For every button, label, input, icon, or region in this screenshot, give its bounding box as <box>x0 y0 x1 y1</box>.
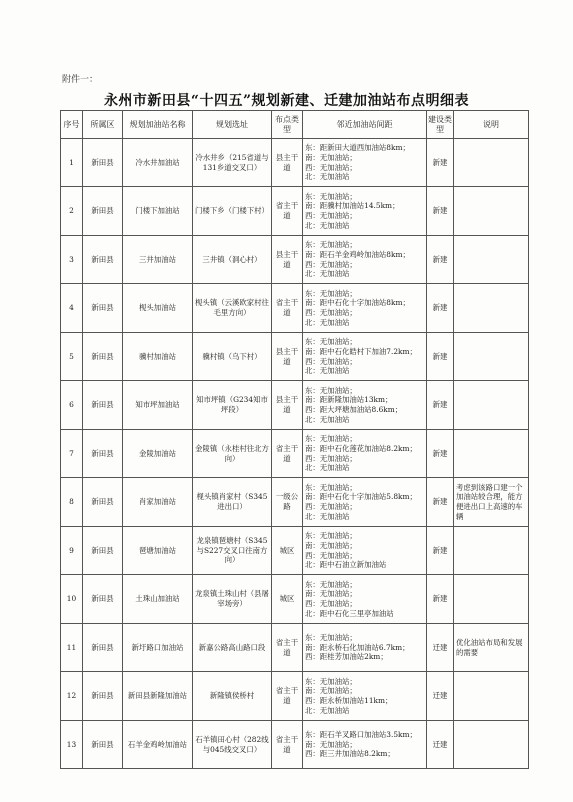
row-district: 新田县 <box>83 187 123 236</box>
col-header-site: 规划选址 <box>193 111 272 139</box>
row-station-name: 骥村加油站 <box>123 333 193 381</box>
station-table <box>60 110 529 769</box>
table-row <box>61 478 529 527</box>
row-build-type: 迁建 <box>427 624 454 672</box>
row-site: 石羊镇田心村（282线与045线交叉口） <box>193 721 272 769</box>
row-station-name: 肖家加油站 <box>123 478 193 527</box>
row-number: 13 <box>61 721 83 769</box>
nearby-station-line: 南：距永桥石化加油站6.7km； <box>305 642 410 652</box>
table-header-row <box>61 111 529 139</box>
nearby-station-line: 东：无加油站； <box>305 579 357 589</box>
table-row <box>61 187 529 236</box>
row-site: 龙泉镇土珠山村（县屠宰场旁） <box>193 575 272 624</box>
col-header-name: 规划加油站名称 <box>123 111 193 139</box>
row-site: 知市坪镇（G234知市坪段） <box>193 381 272 430</box>
row-station-name: 门楼下加油站 <box>123 187 193 236</box>
row-note <box>454 236 529 284</box>
row-build-type: 新建 <box>427 333 454 381</box>
row-note: 优化油站布局和发展的需要 <box>454 624 529 672</box>
nearby-station-line: 西：距永桥加油站11km； <box>305 696 393 705</box>
nearby-station-line: 东：无加油站； <box>305 482 357 492</box>
row-site: 新隆镇侯桥村 <box>193 672 272 721</box>
row-number: 2 <box>61 187 83 236</box>
col-header-note: 说明 <box>454 111 529 139</box>
table-row <box>61 624 529 672</box>
col-header-district: 所属区 <box>83 111 123 139</box>
nearby-station-line: 西：无加油站； <box>305 162 357 172</box>
row-site: 金陵镇（永桂村往北方向） <box>193 430 272 478</box>
table-row <box>61 430 529 478</box>
row-build-type: 新建 <box>427 236 454 284</box>
row-number: 6 <box>61 381 83 430</box>
row-district: 新田县 <box>83 721 123 769</box>
nearby-station-line: 东：无加油站； <box>305 240 357 250</box>
row-type: 县主干道 <box>272 381 303 430</box>
row-number: 7 <box>61 430 83 478</box>
nearby-station-line: 东：无加油站； <box>305 385 357 395</box>
nearby-station-line: 北：无加油站 <box>305 705 350 715</box>
col-header-no: 序号 <box>61 111 83 139</box>
nearby-station-line: 南：无加油站； <box>305 739 357 749</box>
row-build-type: 新建 <box>427 187 454 236</box>
row-note <box>454 721 529 769</box>
table-row <box>61 333 529 381</box>
nearby-station-line: 南：距中石化十字加油站8km； <box>305 298 410 308</box>
row-station-name: 琶塘加油站 <box>123 527 193 575</box>
nearby-station-line: 北：无加油站 <box>305 317 350 327</box>
table-row <box>61 381 529 430</box>
row-station-name: 三井加油站 <box>123 236 193 284</box>
table-row <box>61 527 529 575</box>
row-type: 省主干道 <box>272 721 303 769</box>
row-district: 新田县 <box>83 381 123 430</box>
nearby-station-line: 东：距石羊叉路口加油站3.5km； <box>305 730 417 740</box>
nearby-station-line: 南：距中石化皓村下加油7.2km； <box>305 346 417 356</box>
row-nearby-stations <box>303 527 427 575</box>
nearby-station-line: 北：距中石油立新加油站 <box>305 560 387 570</box>
row-nearby-stations <box>303 721 427 769</box>
nearby-station-line: 东：无加油站； <box>305 191 357 201</box>
nearby-station-line: 南：距中石化十字加油站5.8km；西：无加油站； <box>305 492 417 511</box>
nearby-station-line: 西：无加油站； <box>305 308 357 317</box>
row-number: 3 <box>61 236 83 284</box>
nearby-station-line: 东：无加油站； <box>305 676 357 686</box>
row-type: 县主干道 <box>272 333 303 381</box>
row-station-name: 土珠山加油站 <box>123 575 193 624</box>
row-type: 城区 <box>272 575 303 624</box>
row-nearby-stations <box>303 672 427 721</box>
row-district: 新田县 <box>83 527 123 575</box>
row-site: 三井镇（洞心村） <box>193 236 272 284</box>
row-nearby-stations <box>303 139 427 187</box>
row-number: 8 <box>61 478 83 527</box>
nearby-station-line: 东：无加油站； <box>305 288 357 298</box>
nearby-station-line: 东：无加油站； <box>305 531 357 541</box>
table-row <box>61 575 529 624</box>
row-site: 新嘉公路高山路口段 <box>193 624 272 672</box>
row-nearby-stations <box>303 284 427 333</box>
table-row <box>61 284 529 333</box>
table-row <box>61 672 529 721</box>
table-row <box>61 236 529 284</box>
nearby-station-line: 北：无加油站 <box>305 511 350 521</box>
table-body <box>61 139 529 769</box>
col-header-near: 邻近加油站间距 <box>303 111 427 139</box>
row-district: 新田县 <box>83 478 123 527</box>
row-site: 骥村镇（乌下村） <box>193 333 272 381</box>
row-number: 12 <box>61 672 83 721</box>
nearby-station-line: 西：无加油站； <box>305 211 357 220</box>
nearby-station-line: 南：距骥村加油站14.5km； <box>305 201 400 211</box>
row-build-type: 新建 <box>427 139 454 187</box>
nearby-station-line: 南：无加油站； <box>305 152 357 162</box>
row-build-type: 新建 <box>427 527 454 575</box>
row-nearby-stations <box>303 333 427 381</box>
row-build-type: 迁建 <box>427 721 454 769</box>
row-site: 门楼下乡（门楼下村） <box>193 187 272 236</box>
row-note <box>454 527 529 575</box>
nearby-station-line: 北：距中石化三里亭加油站 <box>305 608 394 618</box>
row-note <box>454 575 529 624</box>
nearby-station-line: 南：距中石化莲花加油站8.2km； <box>305 443 417 453</box>
nearby-station-line: 东：无加油站； <box>305 434 357 444</box>
nearby-station-line: 北：无加油站 <box>305 172 350 182</box>
row-nearby-stations <box>303 575 427 624</box>
row-district: 新田县 <box>83 575 123 624</box>
nearby-station-line: 北：无加油站 <box>305 414 350 424</box>
row-station-name: 新田县新隆加油站 <box>123 672 193 721</box>
nearby-station-line: 西：无加油站； <box>305 259 357 269</box>
row-station-name: 知市坪加油站 <box>123 381 193 430</box>
row-district: 新田县 <box>83 236 123 284</box>
row-build-type: 迁建 <box>427 672 454 721</box>
nearby-station-line: 南：距新隆加油站13km； <box>305 395 393 405</box>
row-build-type: 新建 <box>427 284 454 333</box>
nearby-station-line: 南：距石羊金鸡岭加油站8km； <box>305 249 410 259</box>
row-nearby-stations <box>303 187 427 236</box>
row-nearby-stations <box>303 624 427 672</box>
row-nearby-stations <box>303 430 427 478</box>
row-type: 一级公路 <box>272 478 303 527</box>
row-type: 省主干道 <box>272 284 303 333</box>
row-note <box>454 672 529 721</box>
row-district: 新田县 <box>83 139 123 187</box>
row-site: 龙泉镇琶塘村（S345与S227交叉口往南方向） <box>193 527 272 575</box>
row-nearby-stations <box>303 478 427 527</box>
row-note <box>454 187 529 236</box>
row-number: 11 <box>61 624 83 672</box>
nearby-station-line: 西：距桂芳加油站2km； <box>305 652 388 662</box>
row-number: 9 <box>61 527 83 575</box>
row-number: 1 <box>61 139 83 187</box>
page-title: 永州市新田县“十四五”规划新建、迁建加油站布点明细表 <box>103 93 470 109</box>
row-build-type: 新建 <box>427 381 454 430</box>
row-type: 城区 <box>272 527 303 575</box>
row-district: 新田县 <box>83 624 123 672</box>
nearby-station-line: 西：无加油站； <box>305 356 357 366</box>
row-note: 考虑到该路口建一个加油站较合理，能方便进出口上高速的车辆 <box>454 478 529 527</box>
row-site: 枧头镇（云溪欧家村往毛里方向） <box>193 284 272 333</box>
nearby-station-line: 南：无加油站； <box>305 589 357 599</box>
nearby-station-line: 南：无加油站； <box>305 686 357 696</box>
row-district: 新田县 <box>83 284 123 333</box>
row-type: 省主干道 <box>272 624 303 672</box>
row-number: 5 <box>61 333 83 381</box>
row-district: 新田县 <box>83 430 123 478</box>
row-build-type: 新建 <box>427 430 454 478</box>
row-nearby-stations <box>303 381 427 430</box>
nearby-station-line: 西：无加油站； <box>305 599 357 608</box>
row-site: 冷水井乡（215省道与131乡道交叉口） <box>193 139 272 187</box>
row-note <box>454 430 529 478</box>
nearby-station-line: 西：无加油站； <box>305 453 357 463</box>
row-station-name: 石羊金鸡岭加油站 <box>123 721 193 769</box>
attachment-label: 附件一： <box>62 75 99 85</box>
col-header-build: 建设类型 <box>427 111 454 139</box>
row-station-name: 枧头加油站 <box>123 284 193 333</box>
row-station-name: 金陵加油站 <box>123 430 193 478</box>
nearby-station-line: 东：无加油站； <box>305 337 357 347</box>
row-type: 省主干道 <box>272 672 303 721</box>
nearby-station-line: 北：无加油站 <box>305 220 350 230</box>
row-station-name: 冷水井加油站 <box>123 139 193 187</box>
row-type: 省主干道 <box>272 430 303 478</box>
table-row <box>61 139 529 187</box>
row-type: 县主干道 <box>272 236 303 284</box>
row-district: 新田县 <box>83 672 123 721</box>
row-number: 4 <box>61 284 83 333</box>
nearby-station-line: 北：无加油站 <box>305 269 350 279</box>
nearby-station-line: 东：无加油站； <box>305 633 357 643</box>
row-type: 省主干道 <box>272 187 303 236</box>
col-header-type: 布点类型 <box>272 111 303 139</box>
nearby-station-line: 东：距新田大道西加油站8km； <box>305 143 410 153</box>
table-row <box>61 721 529 769</box>
nearby-station-line: 南：无加油站； <box>305 540 357 550</box>
nearby-station-line: 西：无加油站； <box>305 550 357 560</box>
row-note <box>454 284 529 333</box>
row-number: 10 <box>61 575 83 624</box>
row-note <box>454 139 529 187</box>
row-build-type: 新建 <box>427 478 454 527</box>
row-build-type: 新建 <box>427 575 454 624</box>
row-note <box>454 381 529 430</box>
row-type: 县主干道 <box>272 139 303 187</box>
nearby-station-line: 西：距三井加油站8.2km； <box>305 749 395 759</box>
row-district: 新田县 <box>83 333 123 381</box>
nearby-station-line: 北：无加油站 <box>305 366 350 376</box>
nearby-station-line: 北：无加油站 <box>305 463 350 473</box>
row-nearby-stations <box>303 236 427 284</box>
row-note <box>454 333 529 381</box>
nearby-station-line: 西：距大坪塘加油站8.6km； <box>305 405 403 414</box>
row-station-name: 新圩路口加油站 <box>123 624 193 672</box>
row-site: 枧头镇肖家村（S345进出口） <box>193 478 272 527</box>
